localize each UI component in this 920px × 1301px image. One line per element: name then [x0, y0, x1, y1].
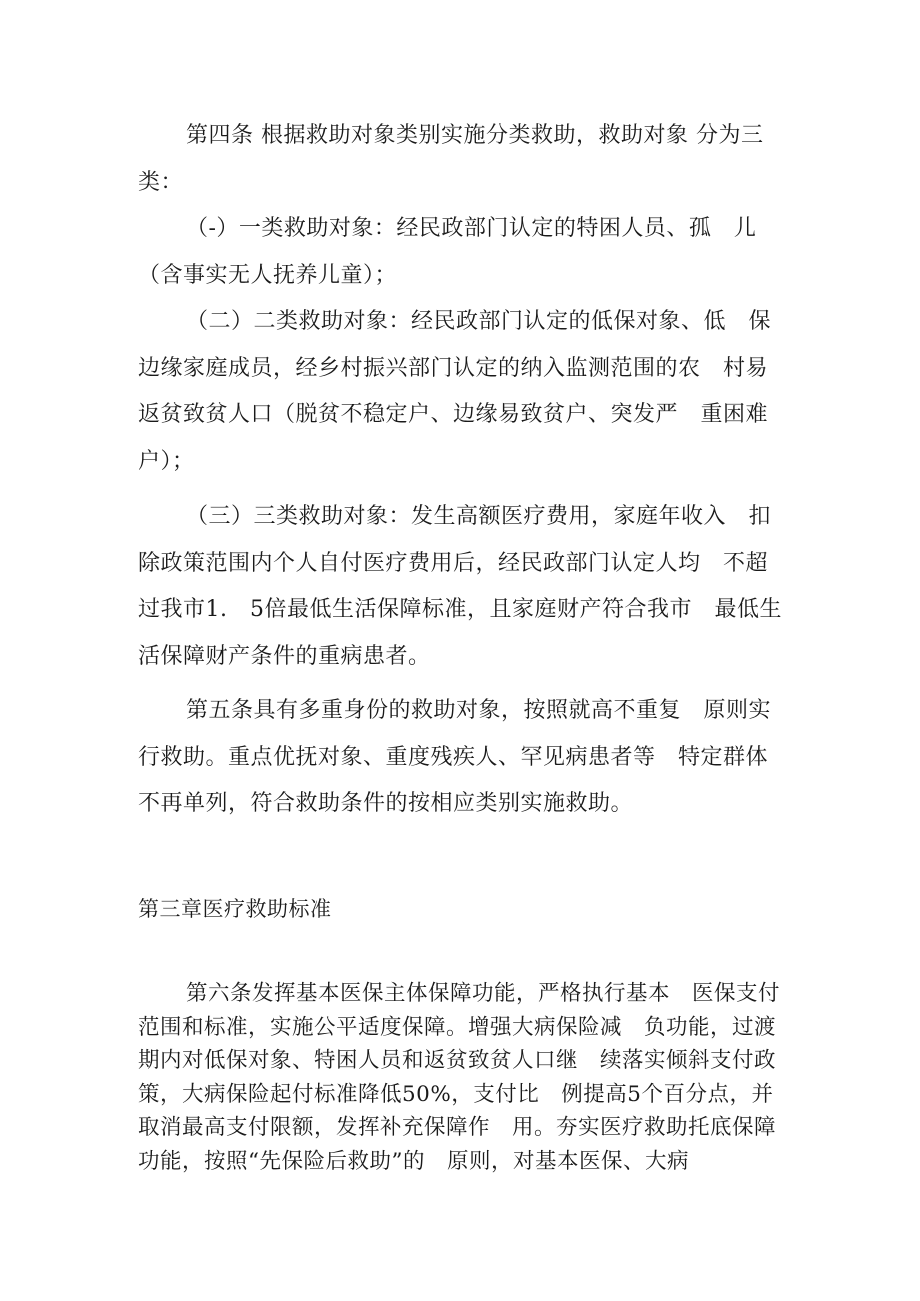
article-6-paragraph: 第六条发挥基本医保主体保障功能，严格执行基本 医保支付范围和标准，实施公平适度保障。增强大病保险减 负功能，过渡期内对低保对象、特困人员和返贫致贫人口继 续落实倾斜支付政策，大病保险起付标准降低50%，支付比 例提高5个百分点，并取消最高支付限额，发挥补充保障作 用。夯实医疗救助托底保障功能，按照“先保险后救助”的 原则，对基本医保、大病 — [138, 981, 781, 1174]
item-1-paragraph: （-）一类救助对象：经民政部门认定的特困人员、孤 儿（含事实无人抚养儿童）； — [138, 216, 757, 288]
item-3-paragraph: （三）三类救助对象：发生高额医疗费用，家庭年收入 扣除政策范围内个人自付医疗费用后，经民政部门认定人均 不超过我市1. 5倍最低生活保障标准，且家庭财产符合我市 最低生活保障财产条件的重病患者。 — [138, 504, 782, 669]
article-5-paragraph: 第五条具有多重身份的救助对象，按照就高不重复 原则实行救助。重点优抚对象、重度残疾人、罕见病患者等 特定群体不再单列，符合救助条件的按相应类别实施救助。 — [138, 698, 772, 816]
article-4-paragraph: 第四条 根据救助对象类别实施分类救助，救助对象 分为三类： — [138, 123, 764, 195]
item-2-paragraph: （二）二类救助对象：经民政部门认定的低保对象、低 保边缘家庭成员，经乡村振兴部门认定的纳入监测范围的农 村易返贫致贫人口（脱贫不稳定户、边缘易致贫户、突发严 重困难户）； — [138, 309, 772, 474]
chapter-3-heading: 第三章医疗救助标准 — [138, 897, 332, 921]
